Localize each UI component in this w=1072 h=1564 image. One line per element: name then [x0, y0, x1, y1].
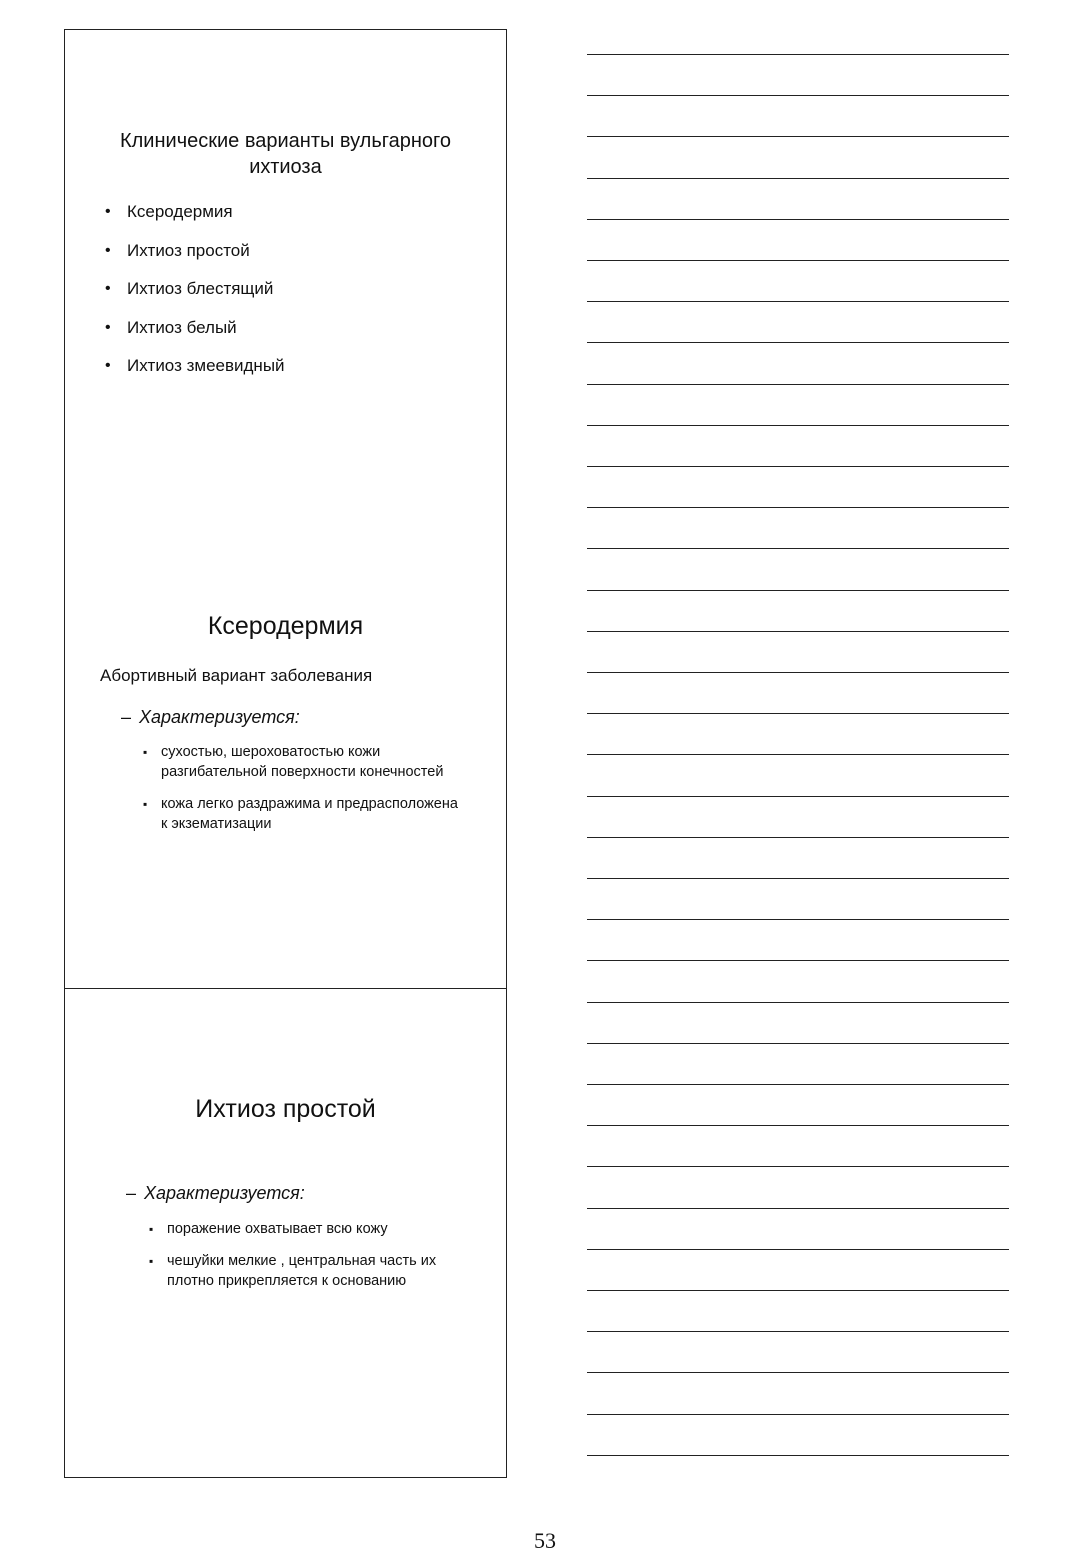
dash-mark: – — [126, 1183, 137, 1203]
note-line — [587, 301, 1009, 302]
sub-heading-text: Характеризуется: — [144, 1183, 305, 1203]
note-line — [587, 590, 1009, 591]
note-line — [587, 384, 1009, 385]
note-line — [587, 796, 1009, 797]
note-line — [587, 1331, 1009, 1332]
note-line — [587, 1249, 1009, 1250]
note-line — [587, 1125, 1009, 1126]
note-line — [587, 878, 1009, 879]
note-line — [587, 1166, 1009, 1167]
note-line — [587, 136, 1009, 137]
note-line — [587, 672, 1009, 673]
note-line — [587, 548, 1009, 549]
sub-heading — [121, 707, 300, 728]
note-line — [587, 260, 1009, 261]
slide-title: Ихтиоз простой — [195, 1095, 376, 1123]
slide-2 — [64, 508, 507, 989]
list-item: ▪ поражение охватывает всю кожу — [149, 1219, 479, 1239]
note-line — [587, 1084, 1009, 1085]
list-item: • Ихтиоз простой — [105, 237, 285, 276]
list-item: ▪ кожа легко раздражима и предрасположена к экзематизации — [143, 794, 463, 834]
note-line — [587, 178, 1009, 179]
slide-1 — [64, 29, 507, 509]
list-item: • Ихтиоз белый — [105, 314, 285, 353]
list-item: ▪ сухостью, шероховатостью кожи разгибательной поверхности конечностей — [143, 742, 463, 782]
slide-title: Ксеродермия — [207, 612, 364, 640]
note-line — [587, 425, 1009, 426]
note-line — [587, 219, 1009, 220]
slide-3 — [64, 988, 507, 1478]
note-line — [587, 1043, 1009, 1044]
bullet-list — [105, 198, 285, 391]
note-line — [587, 754, 1009, 755]
lead-text: Абортивный вариант заболевания — [100, 666, 373, 685]
sub-heading — [126, 1183, 305, 1204]
note-line — [587, 507, 1009, 508]
note-line — [587, 342, 1009, 343]
note-line — [587, 1455, 1009, 1456]
sub-list — [149, 1219, 479, 1303]
note-line — [587, 1290, 1009, 1291]
note-line — [587, 54, 1009, 55]
note-line — [587, 1002, 1009, 1003]
dash-mark: – — [121, 707, 132, 727]
slide-title: Клинические варианты вульгарного ихтиоза — [119, 130, 451, 178]
note-line — [587, 95, 1009, 96]
sub-heading-text: Характеризуется: — [139, 707, 300, 727]
list-item: • Ихтиоз змеевидный — [105, 352, 285, 391]
note-line — [587, 1208, 1009, 1209]
note-line — [587, 960, 1009, 961]
list-item: ▪ чешуйки мелкие , центральная часть их плотно прикрепляется к основанию — [149, 1251, 479, 1291]
note-line — [587, 466, 1009, 467]
note-line — [587, 919, 1009, 920]
list-item: • Ксеродермия — [105, 198, 285, 237]
note-line — [587, 1372, 1009, 1373]
note-line — [587, 631, 1009, 632]
page-number: 53 — [534, 1528, 556, 1553]
note-line — [587, 1414, 1009, 1415]
note-line — [587, 713, 1009, 714]
list-item: • Ихтиоз блестящий — [105, 275, 285, 314]
sub-list — [143, 742, 463, 846]
note-line — [587, 837, 1009, 838]
